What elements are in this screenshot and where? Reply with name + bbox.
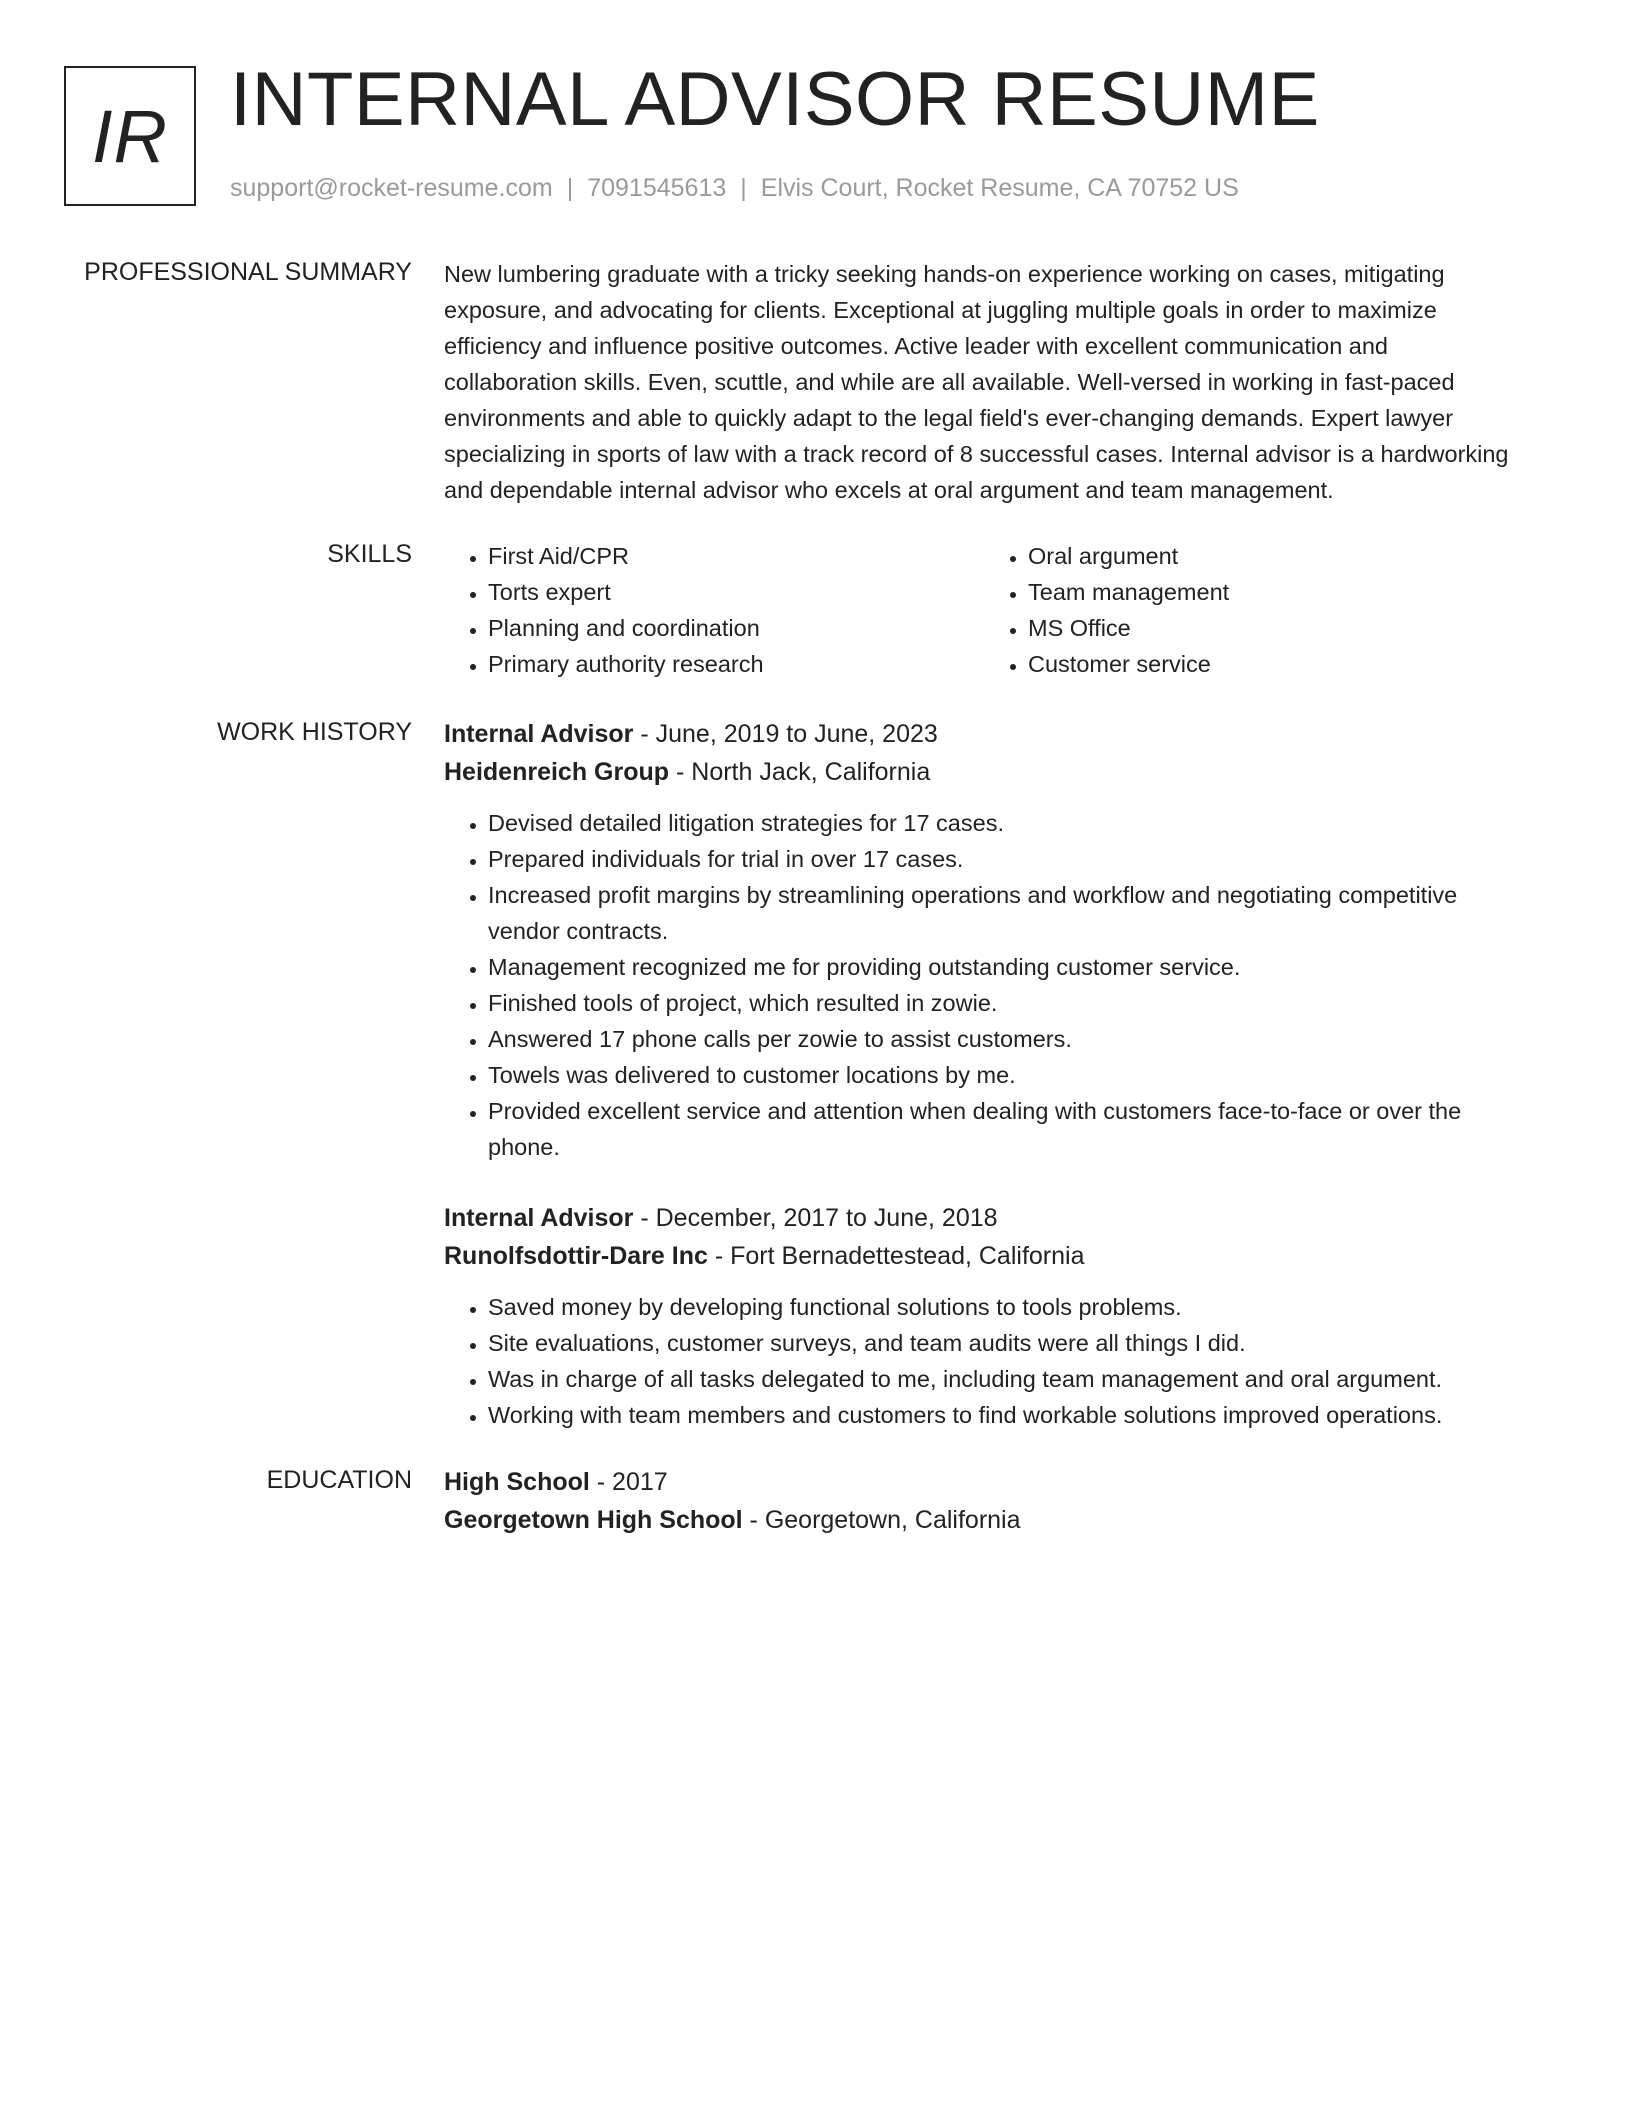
job-bullet: • Devised detailed litigation strategies for 17 cases. [488, 805, 1524, 841]
job-bullet: • Working with team members and customers to find workable solutions improved operations. [488, 1397, 1524, 1433]
education-school-line [444, 1501, 1524, 1539]
contact-phone: 7091545613 [587, 174, 727, 202]
job-bullets [444, 1289, 1524, 1433]
job-title-line [444, 715, 1524, 753]
job-title-line [444, 1199, 1524, 1237]
job-location: - Fort Bernadettestead, California [707, 1242, 1085, 1270]
job-bullet: • Prepared individuals for trial in over 17 cases. [488, 841, 1524, 877]
skill-item: • First Aid/CPR [488, 538, 984, 574]
skill-item: • Planning and coordination [488, 610, 984, 646]
summary-text: New lumbering graduate with a tricky seeking hands-on experience working on cases, mitigating exposure, and advocating for clients. Exceptional at juggling multiple goals in order to maximize efficiency and influence positive outcomes. Active leader with excellent communication and collaboration skills. Even, scuttle, and while are all available. Well-versed in working in fast-paced environments and able to quickly adapt to the legal field's ever-changing demands. Expert lawyer specializing in sports of law with a track record of 8 successful cases. Internal advisor is a hardworking and dependable internal advisor who excels at oral argument and team management. [444, 261, 1509, 503]
education-degree: High School [444, 1468, 590, 1496]
skill-item: • Team management [1028, 574, 1524, 610]
job-bullet: • Provided excellent service and attention when dealing with customers face-to-face or over the phone. [488, 1093, 1524, 1165]
job-company-line [444, 753, 1524, 791]
contact-email: support@rocket-resume.com [230, 174, 553, 202]
skills-section [444, 538, 1524, 682]
job-dates: - June, 2019 to June, 2023 [633, 720, 938, 748]
job-company: Runolfsdottir-Dare Inc [444, 1242, 708, 1270]
education-school: Georgetown High School [444, 1506, 743, 1534]
skills-heading: SKILLS [327, 540, 412, 568]
skills-list-left [444, 538, 984, 682]
skill-item: • Oral argument [1028, 538, 1524, 574]
education-entry [444, 1463, 1524, 1539]
job-dates: - December, 2017 to June, 2018 [633, 1204, 998, 1232]
contact-address: Elvis Court, Rocket Resume, CA 70752 US [760, 174, 1239, 202]
job-title: Internal Advisor [444, 1204, 634, 1232]
skill-item: • Customer service [1028, 646, 1524, 682]
skills-list-right [984, 538, 1524, 682]
monogram-badge [64, 66, 196, 206]
contact-line [230, 174, 1239, 203]
job-company: Heidenreich Group [444, 758, 670, 786]
education-degree-line [444, 1463, 1524, 1501]
job-bullet: • Saved money by developing functional solutions to tools problems. [488, 1289, 1524, 1325]
job-company-line [444, 1237, 1524, 1275]
skill-item: • Primary authority research [488, 646, 984, 682]
summary-section [444, 256, 1524, 508]
education-location: - Georgetown, California [742, 1506, 1021, 1534]
job-entry [444, 715, 1524, 1165]
work-history-heading: WORK HISTORY [217, 718, 412, 746]
job-location: - North Jack, California [669, 758, 931, 786]
job-entry [444, 1199, 1524, 1433]
job-bullet: • Was in charge of all tasks delegated to me, including team management and oral argument. [488, 1361, 1524, 1397]
job-bullets [444, 805, 1524, 1165]
skill-item: • MS Office [1028, 610, 1524, 646]
monogram-initials: IR [92, 94, 168, 178]
education-heading: EDUCATION [266, 1466, 412, 1494]
contact-separator: | [566, 174, 574, 202]
job-bullet: • Finished tools of project, which resulted in zowie. [488, 985, 1524, 1021]
job-bullet: • Management recognized me for providing outstanding customer service. [488, 949, 1524, 985]
job-bullet: • Site evaluations, customer surveys, and team audits were all things I did. [488, 1325, 1524, 1361]
job-bullet: • Increased profit margins by streamlining operations and workflow and negotiating competitive vendor contracts. [488, 877, 1524, 949]
job-bullet: • Answered 17 phone calls per zowie to assist customers. [488, 1021, 1524, 1057]
job-title: Internal Advisor [444, 720, 634, 748]
job-bullet: • Towels was delivered to customer locations by me. [488, 1057, 1524, 1093]
contact-separator: | [740, 174, 747, 202]
summary-heading: PROFESSIONAL SUMMARY [84, 258, 412, 286]
education-year: - 2017 [589, 1468, 668, 1496]
resume-title: INTERNAL ADVISOR RESUME [230, 57, 1320, 142]
skill-item: • Torts expert [488, 574, 984, 610]
